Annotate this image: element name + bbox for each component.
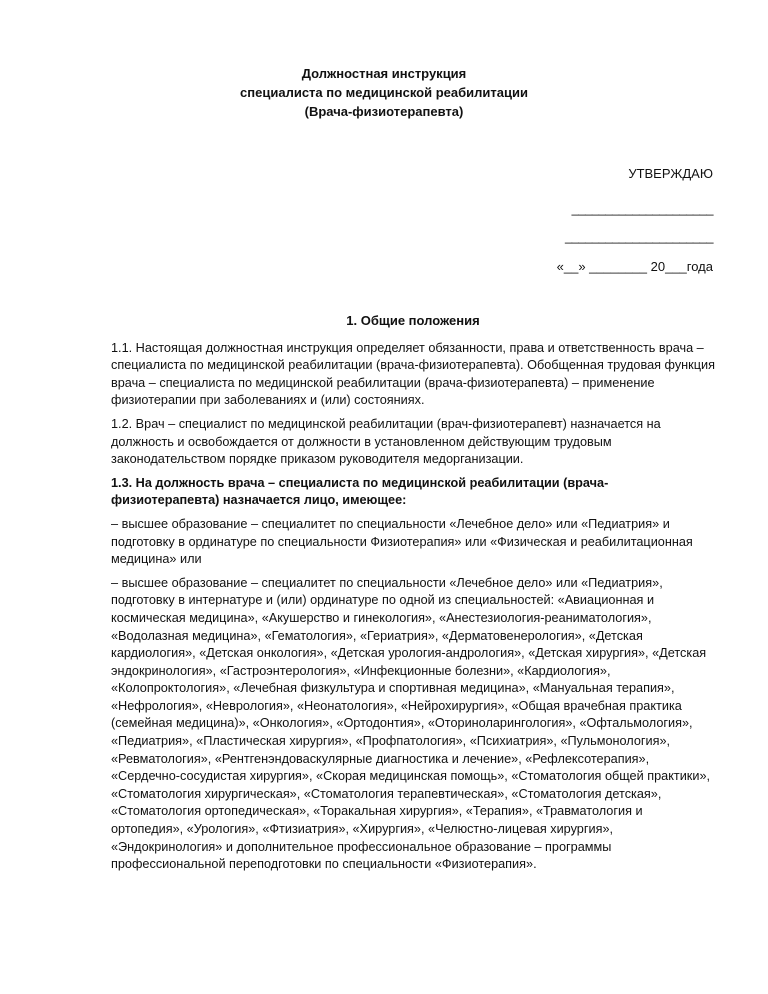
paragraph-1-1: 1.1. Настоящая должностная инструкция определяет обязанности, права и ответственность врача – специалиста по медицинской реабилитации (врача-физиотерапевта). Обобщенная трудовая функция врача – специалиста по медицинской реабилитации (врача-физиотерапевта) – применение физиотерапии при заболеваниях и (или) состояниях. — [111, 340, 715, 408]
paragraph-1-2: 1.2. Врач – специалист по медицинской реабилитации (врач-физиотерапевт) назначается на должность и освобождается от должности в установленном действующим трудовым законодательством порядке приказом руководителя медорганизации. — [111, 416, 661, 467]
title-line-1: Должностная инструкция — [301, 66, 467, 81]
requirement-2: – высшее образование – специалитет по специальности «Лечебное дело» или «Педиатрия», подготовку в интернатуре и (или) ординатуре по одной из специальностей: «Авиационная и космическая медицина», «Акушерство и гинекология», «Анестезиология-реаниматология», «Водолазная медицина», «Гематология», «Гериатрия», «Дерматовенерология», «Детская кардиология», «Детская онкология», «Детская урология-андрология», «Детская хирургия», «Детская эндокринология», «Гастроэнтерология», «Инфекционные болезни», «Кардиология», «Колопроктология», «Лечебная физкультура и спортивная медицина», «Мануальная терапия», «Нефрология», «Неврология», «Неонатология», «Нейрохирургия», «Общая врачебная практика (семейная медицина)», «Онкология», «Ортодонтия», «Оториноларингология», «Офтальмология», «Педиатрия», «Пластическая хирургия», «Профпатология», «Психиатрия», «Пульмонология», «Ревматология», «Рентгенэндоваскулярные диагностика и лечение», «Рефлексотерапия», «Сердечно-сосудистая хирургия», «Скорая медицинская помощь», «Стоматология общей практики», «Стоматология хирургическая», «Стоматология терапевтическая», «Стоматология детская», «Стоматология ортопедическая», «Торакальная хирургия», «Терапия», «Травматология и ортопедия», «Урология», «Фтизиатрия», «Хирургия», «Челюстно-лицевая хирургия», «Эндокринология» и дополнительное профессиональное образование – программы профессиональной переподготовки по специальности «Физиотерапия». — [111, 575, 711, 872]
approval-label: УТВЕРЖДАЮ — [628, 166, 713, 181]
signature-line-2: ______________________ — [564, 229, 713, 244]
paragraph-1-3: 1.3. На должность врача – специалиста по медицинской реабилитации (врача-физиотерапевта) назначается лицо, имеющее: — [111, 475, 609, 508]
section-heading-general: 1. Общие положения — [346, 313, 480, 328]
approval-block — [413, 164, 713, 276]
approval-date-line: «__» ________ 20___года — [556, 259, 713, 274]
requirement-1: – высшее образование – специалитет по специальности «Лечебное дело» или «Педиатрия» и подготовку в ординатуре по специальности Физиотерапия» или «Физическая и реабилитационная медицина» или — [111, 516, 693, 567]
signature-line-1: _____________________ — [571, 201, 713, 216]
document-title — [0, 64, 768, 121]
document-body — [111, 312, 715, 880]
title-line-3: (Врача-физиотерапевта) — [304, 104, 464, 119]
title-line-2: специалиста по медицинской реабилитации — [240, 85, 528, 100]
